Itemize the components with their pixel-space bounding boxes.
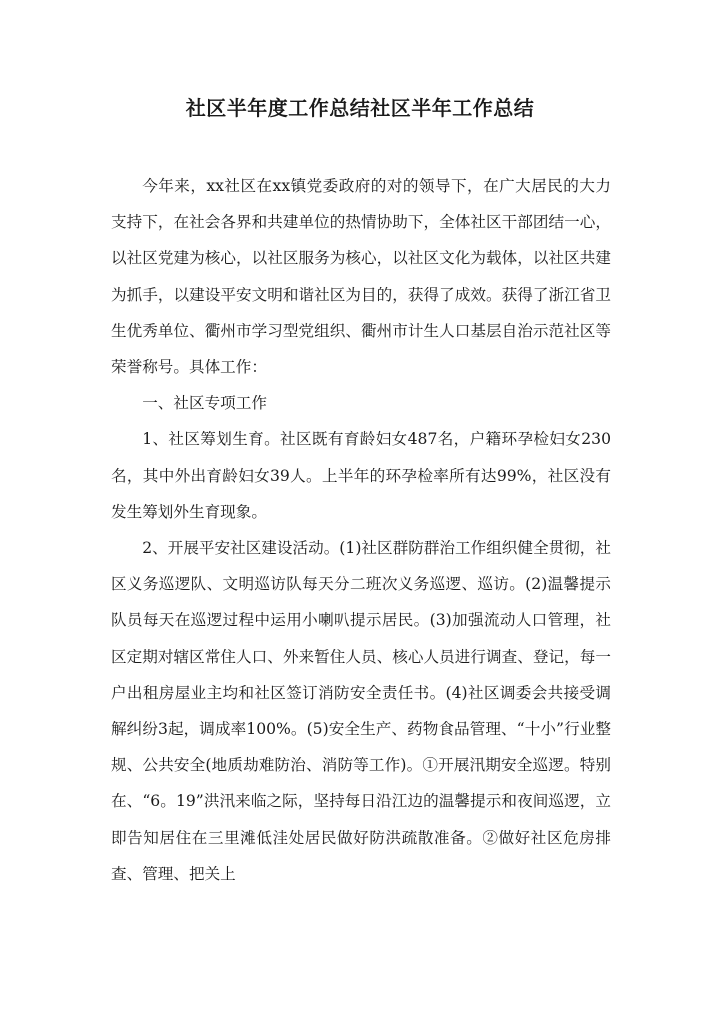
paragraph-family-planning: 1、社区筹划生育。社区既有育龄妇女487名，户籍环孕检妇女230名，其中外出育龄妇女39人。上半年的环孕检率所有达99%，社区没有发生筹划外生育现象。 xyxy=(111,430,611,521)
document-body xyxy=(111,168,611,892)
section-heading: 一、社区专项工作 xyxy=(142,394,267,413)
paragraph-safe-community: 2、开展平安社区建设活动。(1)社区群防群治工作组织健全贯彻，社区义务巡逻队、文明巡访队每天分二班次义务巡逻、巡访。(2)温馨提示队员每天在巡逻过程中运用小喇叭提示居民。(3)加强流动人口管理，社区定期对辖区常住人口、外来暂住人员、核心人员进行调查、登记，每一户出租房屋业主均和社区签订消防安全责任书。(4)社区调委会共接受调解纠纷3起，调成率100%。(5)安全生产、药物食品管理、“十小”行业整规、公共安全(地质劫难防治、消防等工作)。①开展汛期安全巡逻。特别在、“6。19”洪汛来临之际，坚持每日沿江边的温馨提示和夜间巡逻，立即告知居住在三里滩低洼处居民做好防洪疏散准备。②做好社区危房排查、管理、把关上 xyxy=(111,539,611,883)
document-title: 社区半年度工作总结社区半年工作总结 xyxy=(185,96,535,120)
paragraph-intro: 今年来，xx社区在xx镇党委政府的对的领导下，在广大居民的大力支持下，在社会各界和共建单位的热情协助下，全体社区干部团结一心，以社区党建为核心，以社区服务为核心，以社区文化为载体，以社区共建为抓手，以建设平安文明和谐社区为目的，获得了成效。获得了浙江省卫生优秀单位、衢州市学习型党组织、衢州市计生人口基层自治示范社区等荣誉称号。具体工作： xyxy=(111,177,611,377)
